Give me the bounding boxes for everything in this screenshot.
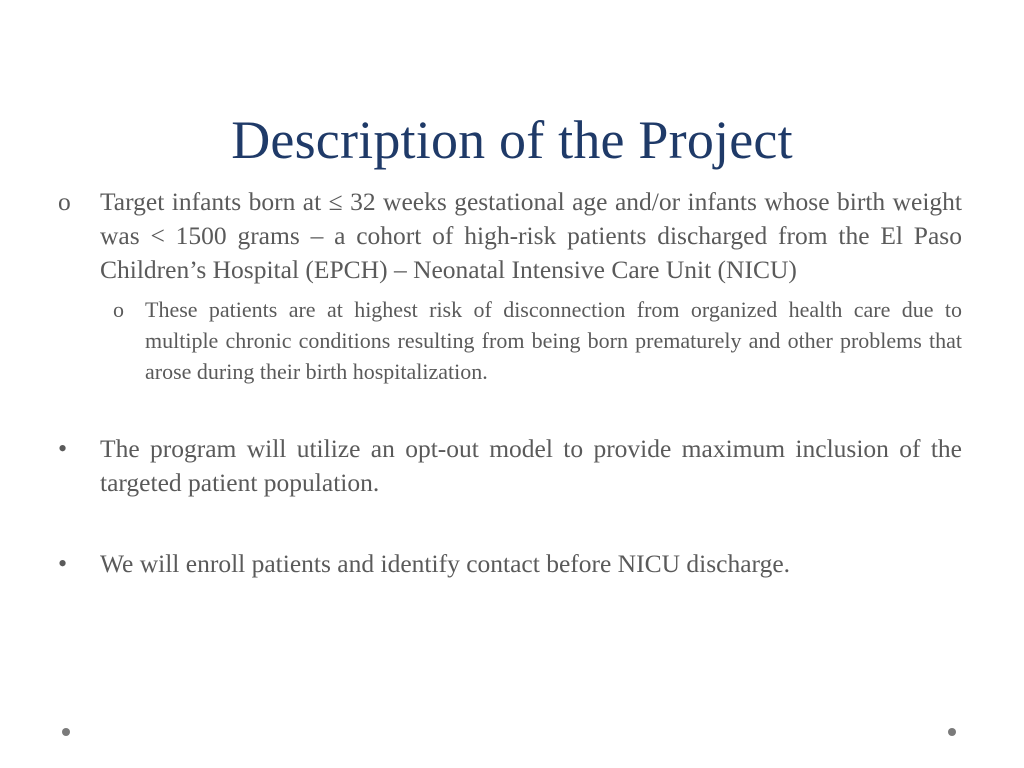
circle-bullet-icon: o	[58, 187, 71, 216]
circle-bullet-icon: o	[113, 297, 124, 322]
list-item	[56, 547, 962, 581]
list-item-text: Target infants born at ≤ 32 weeks gestational age and/or infants whose birth weight was < 1500 grams – a cohort of high-risk patients discharged from the El Paso Children’s Hospital (EPCH) – Neonatal Intensive Care Unit (NICU)	[100, 187, 962, 284]
sub-list-item-text: These patients are at highest risk of disconnection from organized health care due to multiple chronic conditions resulting from being born prematurely and other problems that arose during their birth hospitalization.	[145, 297, 962, 384]
sub-list-item	[56, 294, 962, 387]
dot-bullet-icon: •	[58, 434, 68, 463]
list-item	[56, 432, 962, 500]
list-item-text: The program will utilize an opt-out model to provide maximum inclusion of the targeted patient population.	[100, 434, 962, 497]
dot-bullet-icon: •	[58, 549, 68, 578]
slide-body	[56, 185, 962, 581]
list-item	[56, 185, 962, 287]
decorative-dot-icon	[62, 728, 70, 736]
slide-title: Description of the Project	[231, 110, 793, 170]
decorative-dot-icon	[948, 728, 956, 736]
list-item-text: We will enroll patients and identify contact before NICU discharge.	[100, 549, 791, 578]
